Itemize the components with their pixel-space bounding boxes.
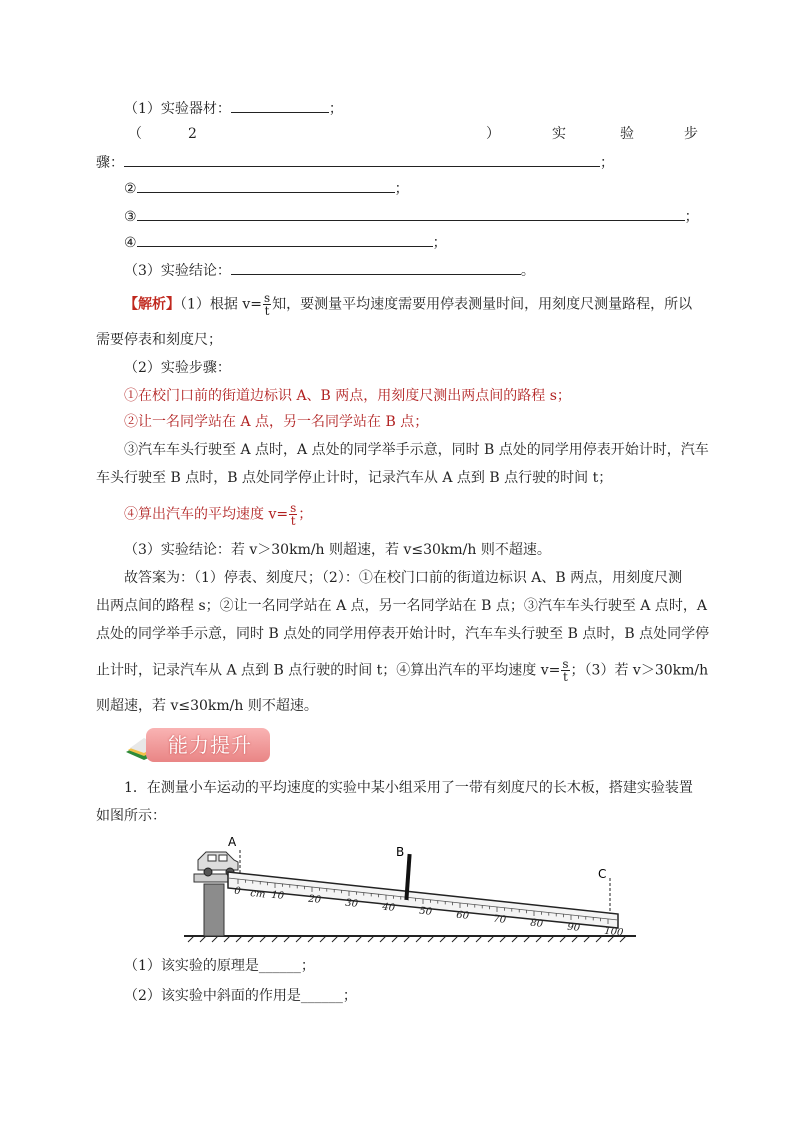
- analysis-p1-cont: 需要停表和刻度尺；: [96, 332, 222, 348]
- ruler-tick-label: 10: [270, 889, 285, 902]
- step-1-line: 骤： ；: [96, 152, 614, 173]
- label-a: A: [228, 835, 237, 849]
- step-3-line: ③ ；: [124, 206, 699, 227]
- ruler-tick-label: 0: [233, 885, 242, 898]
- analysis-p1: 【解析】（1）根据 v= $\frac{s}{t}$ 知，要测量平均速度需要用停表测量时间，用刻度尺测量路程，所以: [124, 291, 693, 318]
- section-badge-label: 能力提升: [146, 728, 270, 762]
- ruler-tick-label: 30: [344, 897, 359, 910]
- fraction-s-over-t: $\frac{s}{t}$: [562, 657, 569, 684]
- subquestion-2: （2）该实验中斜面的作用是______；: [124, 988, 357, 1004]
- answer-blank[interactable]: [137, 178, 395, 193]
- item-equipment: （1）实验器材： ；: [124, 98, 343, 119]
- problem-line-1: 1．在测量小车运动的平均速度的实验中某小组采用了一带有刻度尺的长木板，搭建实验装置: [124, 780, 693, 796]
- ruler-tick-label: 100: [603, 925, 624, 939]
- ruler-tick-label: 70: [492, 913, 507, 926]
- analysis-step-1: ①在校门口前的街道边标识 A、B 两点，用刻度尺测出两点间的路程 s；: [124, 388, 571, 404]
- section-badge: [124, 726, 270, 766]
- answer-line-1: 故答案为：（1）停表、刻度尺；（2）：①在校门口前的街道边标识 A、B 两点，用刻度尺测: [124, 570, 683, 586]
- subquestion-1: （1）该实验的原理是______；: [124, 958, 315, 974]
- ruler-tick-label: 60: [455, 909, 470, 922]
- fraction-s-over-t: $\frac{s}{t}$: [264, 291, 271, 318]
- ruler-unit-label: cm: [249, 888, 266, 901]
- analysis-step-3a: ③汽车车头行驶至 A 点时，A 点处的同学举手示意，同时 B 点处的同学用停表开始计时，汽车: [124, 442, 709, 458]
- incline-figure: [180, 832, 640, 944]
- answer-blank[interactable]: [137, 232, 433, 247]
- answer-blank[interactable]: [124, 152, 600, 167]
- support-post: [204, 884, 224, 936]
- answer-line-4: 止计时，记录汽车从 A 点到 B 点行驶的时间 t；④算出汽车的平均速度 v= $\frac{s}{t}$ ；（3）若 v＞30km/h: [96, 657, 709, 684]
- fraction-s-over-t: $\frac{s}{t}$: [290, 501, 297, 528]
- answer-line-2: 出两点间的路程 s；②让一名同学站在 A 点，另一名同学站在 B 点；③汽车车头行驶至 A 点时，A: [96, 598, 707, 614]
- item-conclusion: （3）实验结论： 。: [124, 260, 535, 281]
- problem-line-2: 如图所示：: [96, 808, 166, 824]
- answer-blank[interactable]: [231, 260, 521, 275]
- analysis-step-4: ④算出汽车的平均速度 v= $\frac{s}{t}$ ；: [124, 501, 313, 528]
- answer-blank[interactable]: [137, 206, 685, 221]
- ruler-tick-label: 90: [566, 921, 581, 934]
- label-c: C: [598, 867, 607, 881]
- analysis-step-2: ②让一名同学站在 A 点，另一名同学站在 B 点；: [124, 414, 429, 430]
- step-2-line: ② ；: [124, 178, 409, 199]
- answer-line-5: 则超速，若 v≤30km/h 则不超速。: [96, 698, 318, 714]
- answer-line-3: 点处的同学举手示意，同时 B 点处的同学用停表开始计时，汽车车头行驶至 B 点时，B 点处同学停: [96, 626, 710, 642]
- analysis-step-3b: 车头行驶至 B 点时，B 点处同学停止计时，记录汽车从 A 点到 B 点行驶的时间 t；: [96, 470, 613, 486]
- answer-blank[interactable]: [231, 98, 329, 113]
- ruler-tick-label: 40: [381, 901, 396, 914]
- analysis-p2: （2）实验步骤：: [124, 360, 231, 376]
- label-b: B: [396, 845, 405, 859]
- step-4-line: ④ ；: [124, 232, 447, 253]
- ruler-tick-label: 50: [418, 905, 433, 918]
- ruler-tick-label: 80: [529, 917, 544, 930]
- analysis-p3: （3）实验结论：若 v＞30km/h 则超速，若 v≤30km/h 则不超速。: [124, 542, 551, 558]
- ruler-tick-label: 20: [307, 893, 322, 906]
